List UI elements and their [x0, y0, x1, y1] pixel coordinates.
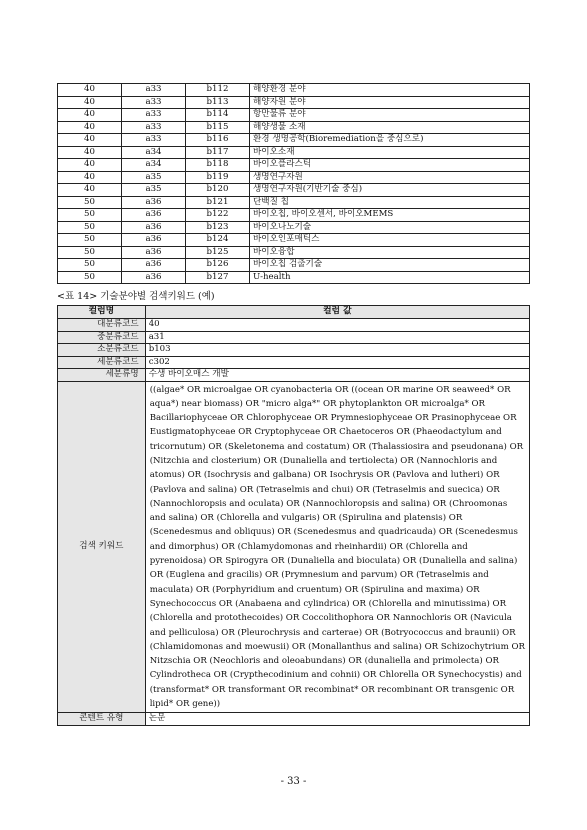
table-row: [58, 159, 530, 172]
middle-code-cell: a33: [122, 96, 186, 109]
column-value-header: 컬럼 값: [145, 306, 529, 319]
row-value: a31: [145, 331, 529, 344]
table-row: [58, 713, 530, 726]
keyword-line: and pelliculosa) OR (Pleurochrysis and carterae) OR (Botryococcus and braunii) OR: [149, 627, 516, 638]
keyword-line: Bacillariophyceae OR Chlorophyceae OR Prymnesiophyceae OR Prasinophyceae OR: [149, 413, 517, 424]
minor-code-cell: b121: [186, 196, 250, 209]
table-header-row: [58, 306, 530, 319]
major-code-cell: 40: [58, 96, 122, 109]
minor-code-cell: b125: [186, 246, 250, 259]
field-name-cell: 바이오칩, 바이오센서, 바이오MEMS: [250, 209, 530, 222]
field-name-cell: 바이오소재: [250, 146, 530, 159]
keyword-line: (transformat* OR transformant OR recombinat* OR recombinant OR transgenic OR: [149, 684, 515, 695]
table-row: [58, 369, 530, 382]
keyword-line: (Nannochloropsis and oculata) OR (Nannochloropsis and salina) OR (Chroomonas: [149, 498, 508, 509]
content-type-value: 논문: [145, 713, 529, 726]
keyword-line: maculata) OR (Porphyridium and cruentum) OR (Spirulina and maxima) OR: [149, 584, 480, 595]
middle-code-cell: a35: [122, 184, 186, 197]
field-name-cell: 바이오칩 검출기술: [250, 259, 530, 272]
table-row: [58, 234, 530, 247]
table-row: [58, 209, 530, 222]
table-row: [58, 84, 530, 97]
row-label: 세분류코드: [58, 356, 146, 369]
minor-code-cell: b117: [186, 146, 250, 159]
keyword-line: ((algae* OR microalgae OR cyanobacteria OR ((ocean OR marine OR seaweed* OR: [149, 384, 511, 395]
keyword-line: Cylindrotheca OR (Crypthecodinium and cohnii) OR Chlorella OR Synechocystis) and: [149, 670, 522, 681]
table-caption: <표 14> 기술분야별 검색키워드 (예): [57, 291, 215, 302]
table-row: [58, 246, 530, 259]
major-code-cell: 40: [58, 159, 122, 172]
row-label: 세분류명: [58, 369, 146, 382]
row-value: b103: [145, 344, 529, 357]
keyword-line: pyrenoidosa) OR Spirogyra OR (Dunaliella and bioculata) OR (Dunaliella and salina): [149, 556, 518, 567]
minor-code-cell: b122: [186, 209, 250, 222]
row-label: 소분류코드: [58, 344, 146, 357]
middle-code-cell: a36: [122, 209, 186, 222]
search-keyword-table: [57, 305, 530, 726]
major-code-cell: 50: [58, 259, 122, 272]
row-label: 중분류코드: [58, 331, 146, 344]
middle-code-cell: a33: [122, 121, 186, 134]
table-row: [58, 271, 530, 284]
table-row: [58, 221, 530, 234]
keyword-line: (Scenedesmus and obliquus) OR (Scenedesmus and quadricauda) OR (Scenedesmus: [149, 527, 518, 538]
keyword-query: [145, 381, 529, 713]
keyword-label: 검색 키워드: [58, 381, 146, 713]
table-row: [58, 121, 530, 134]
middle-code-cell: a33: [122, 84, 186, 97]
minor-code-cell: b120: [186, 184, 250, 197]
keyword-line: atomus) OR (Isochrysis and galbana) OR Isochrysis OR (Pavlova and lutheri) OR: [149, 470, 500, 481]
table-row: [58, 184, 530, 197]
page-number: - 33 -: [280, 776, 307, 787]
keyword-line: Nitzschia OR (Neochloris and oleoabundans) OR (dunaliella and primolecta) OR: [149, 656, 499, 667]
major-code-cell: 40: [58, 134, 122, 147]
major-code-cell: 50: [58, 221, 122, 234]
table-row: [58, 109, 530, 122]
major-code-cell: 40: [58, 184, 122, 197]
keyword-line: (Nitzchia and closterium) OR (Dunaliella and tertiolecta) OR (Nannochloris and: [149, 455, 498, 466]
row-value: 40: [145, 319, 529, 332]
keyword-row: [58, 381, 530, 713]
middle-code-cell: a33: [122, 109, 186, 122]
field-name-cell: 바이오플라스틱: [250, 159, 530, 172]
table-row: [58, 259, 530, 272]
code-classification-table: [57, 83, 530, 284]
row-label: 대분류코드: [58, 319, 146, 332]
keyword-line: tricornutum) OR (Skeletonema and costatum) OR (Thalassiosira and pseudonana) OR: [149, 441, 524, 452]
keyword-line: and dimorphus) OR (Chlamydomonas and rheinhardii) OR (Chlorella and: [149, 541, 468, 552]
middle-code-cell: a34: [122, 146, 186, 159]
field-name-cell: 바이오나노기술: [250, 221, 530, 234]
middle-code-cell: a35: [122, 171, 186, 184]
table-row: [58, 344, 530, 357]
minor-code-cell: b123: [186, 221, 250, 234]
table-row: [58, 96, 530, 109]
row-value: c302: [145, 356, 529, 369]
field-name-cell: 해양생물 소재: [250, 121, 530, 134]
minor-code-cell: b116: [186, 134, 250, 147]
major-code-cell: 50: [58, 209, 122, 222]
table-row: [58, 146, 530, 159]
field-name-cell: 해양자원 분야: [250, 96, 530, 109]
minor-code-cell: b118: [186, 159, 250, 172]
minor-code-cell: b124: [186, 234, 250, 247]
field-name-cell: 바이오융합: [250, 246, 530, 259]
middle-code-cell: a36: [122, 271, 186, 284]
table-row: [58, 319, 530, 332]
major-code-cell: 40: [58, 84, 122, 97]
middle-code-cell: a36: [122, 259, 186, 272]
field-name-cell: 생명연구자원: [250, 171, 530, 184]
major-code-cell: 40: [58, 109, 122, 122]
major-code-cell: 40: [58, 171, 122, 184]
middle-code-cell: a36: [122, 234, 186, 247]
middle-code-cell: a33: [122, 134, 186, 147]
keyword-line: aqua*) near biomass) OR "micro alga*" OR phytoplankton OR microalga* OR: [149, 398, 485, 409]
field-name-cell: 바이오인포매틱스: [250, 234, 530, 247]
field-name-cell: 환경 생명공학(Bioremediation을 중심으로): [250, 134, 530, 147]
table-row: [58, 356, 530, 369]
content-type-label: 콘텐트 유형: [58, 713, 146, 726]
major-code-cell: 40: [58, 121, 122, 134]
minor-code-cell: b115: [186, 121, 250, 134]
major-code-cell: 50: [58, 196, 122, 209]
keyword-line: Synechococcus OR (Anabaena and cylindrica) OR (Chlorella and minutissima) OR: [149, 598, 507, 609]
middle-code-cell: a34: [122, 159, 186, 172]
minor-code-cell: b112: [186, 84, 250, 97]
minor-code-cell: b119: [186, 171, 250, 184]
table-row: [58, 331, 530, 344]
minor-code-cell: b126: [186, 259, 250, 272]
minor-code-cell: b114: [186, 109, 250, 122]
field-name-cell: U-health: [250, 271, 530, 284]
keyword-line: lipid* OR gene)): [149, 699, 221, 710]
keyword-line: Eustigmatophyceae OR Cryptophyceae OR Chaetoceros OR (Phaeodactylum and: [149, 427, 502, 438]
keyword-line: OR (Euglena and gracilis) OR (Prymnesium and parvum) OR (Tetraselmis and: [149, 570, 489, 581]
major-code-cell: 50: [58, 271, 122, 284]
middle-code-cell: a36: [122, 221, 186, 234]
middle-code-cell: a36: [122, 246, 186, 259]
table-row: [58, 134, 530, 147]
row-value: 수생 바이오매스 개발: [145, 369, 529, 382]
field-name-cell: 생명연구자원(기반기술 중심): [250, 184, 530, 197]
major-code-cell: 40: [58, 146, 122, 159]
column-name-header: 컬럼명: [58, 306, 146, 319]
minor-code-cell: b127: [186, 271, 250, 284]
keyword-line: (Pavlova and salina) OR (Tetraselmis and chui) OR (Tetraselmis and suecica) OR: [149, 484, 500, 495]
middle-code-cell: a36: [122, 196, 186, 209]
major-code-cell: 50: [58, 234, 122, 247]
keyword-line: and salina) OR (Chlorella and vulgaris) OR (Spirulina and platensis) OR: [149, 513, 463, 524]
field-name-cell: 항만물류 분야: [250, 109, 530, 122]
field-name-cell: 해양환경 분야: [250, 84, 530, 97]
table-row: [58, 196, 530, 209]
major-code-cell: 50: [58, 246, 122, 259]
minor-code-cell: b113: [186, 96, 250, 109]
keyword-line: (Chlamidomonas and moewusii) OR (Monallanthus and salina) OR Schizochytrium OR: [149, 641, 525, 652]
keyword-line: (Chlorella and protothecoides) OR Coccolithophora OR Nannochloris OR (Navicula: [149, 613, 512, 624]
table-row: [58, 171, 530, 184]
field-name-cell: 단백질 칩: [250, 196, 530, 209]
